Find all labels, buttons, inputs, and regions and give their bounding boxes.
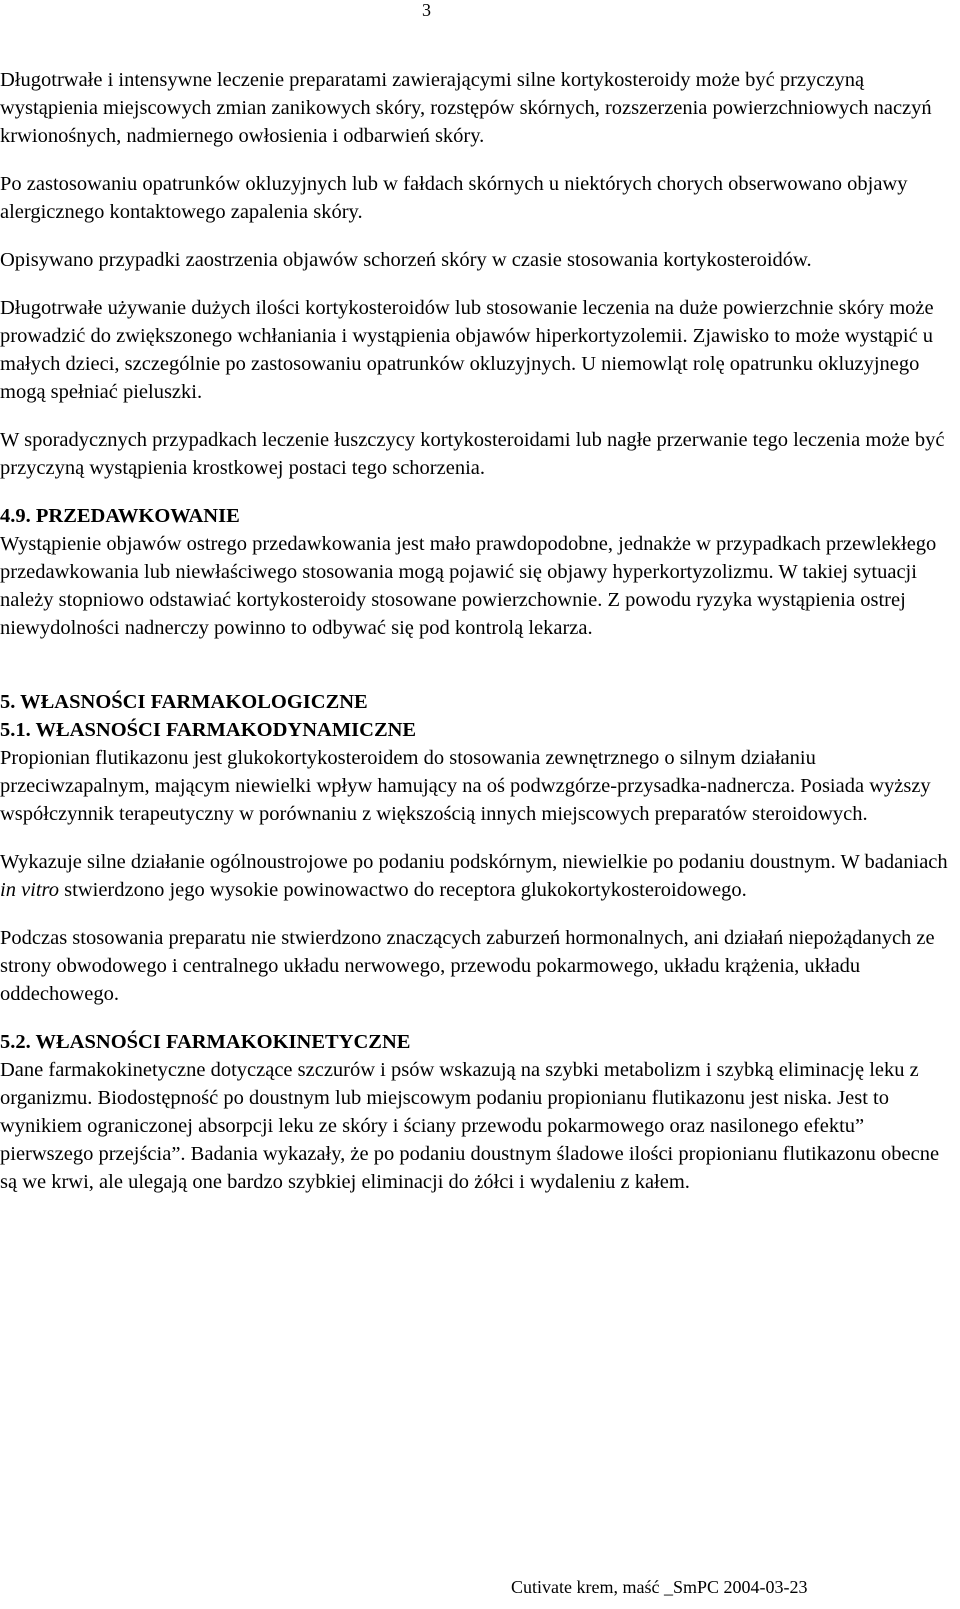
section-heading-overdose: 4.9. PRZEDAWKOWANIE	[0, 505, 240, 527]
pharmacokinetic-text: Dane farmakokinetyczne dotyczące szczurów i psów wskazują na szybki metabolizm i szybką eliminację leku z organizmu. Biodostępność po doustnym lub miejscowym podaniu propionianu flutikazonu jest niska. Jest to wynikiem ograniczonej absorpcji leku ze skóry i ściany przewodu pokarmowego oraz nasilonego efektu” pierwszego przejścia”. Badania wykazały, że po podaniu doustnym śladowe ilości propionianu flutikazonu obecne są we krwi, ale ulegają one bardzo szybkiej eliminacji do żółci i wydaleniu z kałem.	[0, 1059, 940, 1193]
pharmacodynamic-paragraph-1: Propionian flutikazonu jest glukokortykosteroidem do stosowania zewnętrznego o silnym działaniu przeciwzapalnym, mającym niewielki wpływ hamujący na oś podwzgórze-przysadka-nadnercza. Posiada wyższy współczynnik terapeutyczny w porównaniu z większością innych miejscowych preparatów steroidowych.	[0, 747, 931, 825]
paragraph-occlusive-dressings: Po zastosowaniu opatrunków okluzyjnych lub w fałdach skórnych u niektórych chorych obserwowano objawy alergicznego kontaktowego zapalenia skóry.	[0, 173, 908, 223]
section-overdose	[0, 502, 952, 642]
paragraph-psoriasis: W sporadycznych przypadkach leczenie łuszczycy kortykosteroidami lub nagłe przerwanie tego leczenia może być przyczyną wystąpienia krostkowej postaci tego schorzenia.	[0, 429, 945, 479]
paragraph-hypercortisolemia: Długotrwałe używanie dużych ilości kortykosteroidów lub stosowanie leczenia na duże powierzchnie skóry może prowadzić do zwiększonego wchłaniania i wystąpienia objawów hiperkortyzolemii. Zjawisko to może wystąpić u małych dzieci, szczególnie po zastosowaniu opatrunków okluzyjnych. U niemowląt rolę opatrunku okluzyjnego mogą spełniać pieluszki.	[0, 297, 934, 403]
pharmacodynamic-paragraph-2	[0, 848, 952, 904]
paragraph-exacerbation: Opisywano przypadki zaostrzenia objawów schorzeń skóry w czasie stosowania kortykosteroidów.	[0, 249, 812, 271]
pharmacodynamic-p2-end: stwierdzono jego wysokie powinowactwo do receptora glukokortykosteroidowego.	[59, 879, 747, 901]
paragraph-long-term-use: Długotrwałe i intensywne leczenie preparatami zawierającymi silne kortykosteroidy może być przyczyną wystąpienia miejscowych zmian zanikowych skóry, rozstępów skórnych, rozszerzenia powierzchniowych naczyń krwionośnych, nadmiernego owłosienia i odbarwień skóry.	[0, 69, 932, 147]
section-heading-pharmacokinetic: 5.2. WŁASNOŚCI FARMAKOKINETYCZNE	[0, 1031, 411, 1053]
pharmacodynamic-p2-start: Wykazuje silne działanie ogólnoustrojowe po podaniu podskórnym, niewielkie po podaniu doustnym. W badaniach	[0, 851, 948, 873]
document-footer: Cutivate krem, maść _SmPC 2004-03-23	[511, 1577, 808, 1597]
pharmacodynamic-paragraph-3: Podczas stosowania preparatu nie stwierdzono znaczących zaburzeń hormonalnych, ani działań niepożądanych ze strony obwodowego i centralnego układu nerwowego, przewodu pokarmowego, układu krążenia, układu oddechowego.	[0, 927, 935, 1005]
section-pharmacokinetic	[0, 1028, 952, 1196]
overdose-text: Wystąpienie objawów ostrego przedawkowania jest mało prawdopodobne, jednakże w przypadkach przewlekłego przedawkowania lub niewłaściwego stosowania mogą pojawić się objawy hyperkortyzolizmu. W takiej sytuacji należy stopniowo odstawiać kortykosteroidy stosowane powierzchownie. Z powodu ryzyka wystąpienia ostrej niewydolności nadnerczy powinno to odbywać się pod kontrolą lekarza.	[0, 533, 937, 639]
section-heading-pharmacological: 5. WŁASNOŚCI FARMAKOLOGICZNE	[0, 691, 368, 713]
section-heading-pharmacodynamic: 5.1. WŁASNOŚCI FARMAKODYNAMICZNE	[0, 719, 417, 741]
page-number: 3	[422, 0, 431, 20]
section-pharmacological-properties	[0, 688, 952, 1008]
in-vitro-italic: in vitro	[0, 879, 60, 901]
document-body	[0, 66, 952, 1196]
